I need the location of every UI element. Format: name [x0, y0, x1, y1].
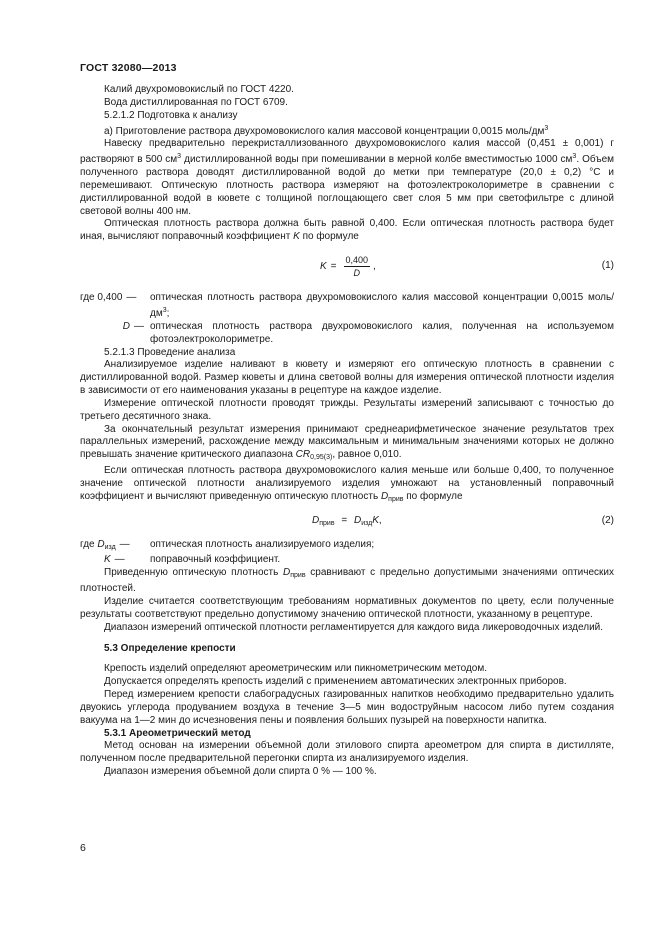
paragraph: Навеску предварительно перекристаллизованного двухромовокислого калия массой (0,451 ± 0,001) г растворяют в 500 $см^3$ дистиллированной воды при помешивании в мерной колбе вместимостью 1000 $см^3$. Объем полученного раствора доводят дистиллированной водой до метки при температуре (20,0 ± 0,2) °С и перемешивают. Оптическую плотность раствора измеряют на фотоэлектроколориметре в сравнении с дистиллированной водой в кювете с толщиной поглощающего свет слоя 5 мм при светофильтре с длиной световой волны 400 нм. — [80, 138, 615, 217]
fraction: $\frac{0,400}{D}$ — [345, 255, 369, 279]
paragraph: Если оптическая плотность раствора двухромовокислого калия меньше или больше 0,400, то полученное значение оптической плотности анализируемого изделия умножают на установленный поправочный коэффициент и вычисляют приведенную оптическую плотность $D_{прив}$ по формуле — [80, 465, 614, 503]
section-heading: 5.3.1 Ареометрический метод — [104, 727, 251, 739]
paragraph: Изделие считается соответствующим требованиям нормативных документов по цвету, если полученные результаты соответствуют предельно допустимому значению оптической плотности, указанному в рецептуре. — [80, 596, 614, 620]
section-heading: 5.3 Определение крепости — [104, 642, 236, 654]
paragraph: Оптическая плотность раствора должна быть равной 0,400. Если оптическая плотность раствора будет иная, вычисляют поправочный коэффициент K по формуле — [80, 218, 614, 243]
standard-header: ГОСТ 32080—2013 — [80, 62, 177, 74]
subsection-heading: 5.2.1.2 Подготовка к анализу — [104, 109, 238, 121]
paragraph: Диапазон измерения объемной доли спирта 0 % — 100 %. — [104, 766, 377, 778]
reagent-line: Вода дистиллированная по ГОСТ 6709. — [104, 96, 288, 108]
formula-number: (1) — [601, 260, 614, 272]
formula-2: $D_{прив} = D_{изд}K$, (2) — [312, 514, 614, 527]
paragraph: Допускается определять крепость изделий с применением автоматических электронных приборов. — [104, 676, 567, 688]
paragraph: За окончательный результат измерения принимают среднеарифметическое значение результатов трех параллельных измерений, расхождение между максимальным и минимальным значениями которых не должно превышать значение критического диапазона $CR_{0,95(3)}$, равное 0,010. — [80, 423, 614, 462]
document-body — [80, 84, 614, 779]
formula-number: (2) — [601, 514, 614, 526]
paragraph: Измерение оптической плотности проводят трижды. Результаты измерений записывают с точностью до третьего десятичного знака. — [80, 397, 614, 422]
page-number: 6 — [80, 842, 86, 854]
paragraph: Диапазон измерений оптической плотности регламентируется для каждого вида ликероводочных изделий. — [104, 621, 604, 633]
paragraph: Анализируемое изделие наливают в кювету и измеряют его оптическую плотность в сравнении с дистиллированной водой. Размер кюветы и длина световой волны для измерения оптической плотности изделия в зависимости от его наименования указаны в рецептуре на каждое изделие. — [80, 359, 614, 397]
reagent-line: Калий двухромовокислый по ГОСТ 4220. — [104, 84, 294, 95]
where-clause: D — оптическая плотность раствора двухромовокислого калия, полученная на используемом фотоэлектроколориметре. — [122, 320, 614, 345]
where-clause: где 0,400 — оптическая плотность раствора двухромовокислого калия массовой концентрации 0,0015 моль/$дм^3$; — [80, 292, 614, 319]
where-clause: где $D_{изд}$ — оптическая плотность анализируемого изделия; — [80, 538, 375, 551]
subsection-heading: 5.2.1.3 Проведение анализа — [104, 346, 236, 358]
paragraph: Крепость изделий определяют ареометрическим или пикнометрическим методом. — [104, 663, 488, 675]
paragraph: Приведенную оптическую плотность $D_{прив}$ сравнивают с предельно допустимыми значениями оптических плотностей. — [80, 567, 614, 595]
where-clause: K — поправочный коэффициент. — [104, 554, 281, 566]
formula-1: K = $\frac{0,400}{D}$ , (1) — [320, 255, 614, 279]
preparation-item: а) Приготовление раствора двухромовокислого калия массовой концентрации 0,0015 моль/$дм^3$ — [104, 124, 549, 137]
paragraph: Метод основан на измерении объемной доли этилового спирта ареометром для спирта в дистилляте, полученном после предварительной перегонки спирта из анализируемого изделия. — [80, 740, 614, 765]
paragraph: Перед измерением крепости слабоградусных газированных напитков необходимо предварительно удалить двуокись углерода продуванием воздуха в течение 3—5 мин водоструйным насосом либо путем создания вакуума на 1—2 мин до исчезновения пены и появления больших пузырей на поверхности напитка. — [80, 689, 614, 726]
